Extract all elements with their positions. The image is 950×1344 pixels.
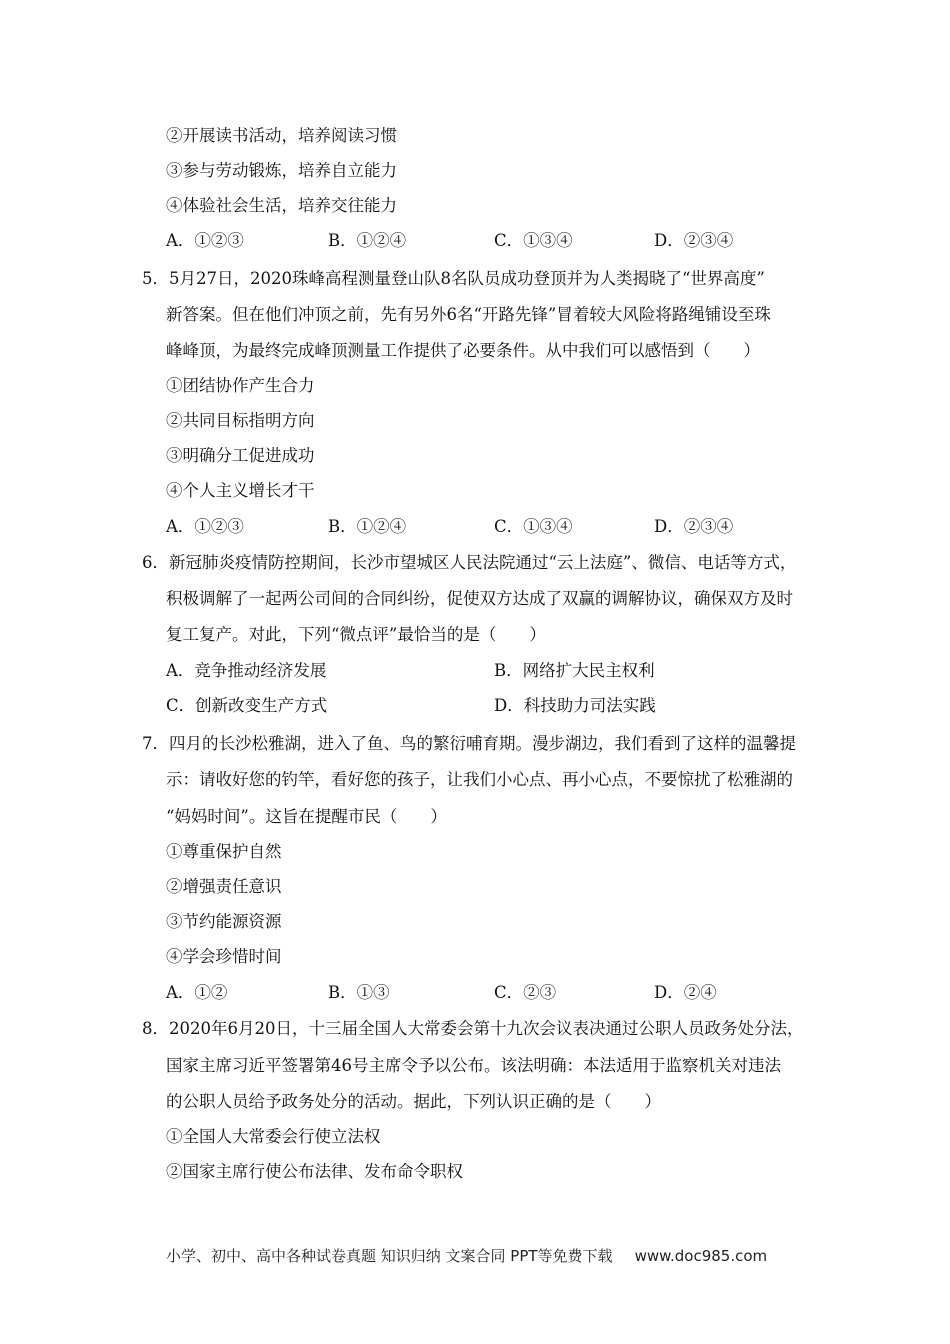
- q5-option-a: A．①②③: [166, 517, 244, 536]
- q4-option-c: C．①③④: [494, 231, 573, 250]
- q6-stem-line-1: 6．新冠肺炎疫情防控期间，长沙市望城区人民法院通过“云上法庭”、微信、电话等方式，: [142, 553, 797, 572]
- q7-option-c: C．②③: [494, 983, 557, 1002]
- q8-item-1: ①全国人大常委会行使立法权: [166, 1127, 381, 1146]
- q6-option-b: B．网络扩大民主权利: [494, 661, 655, 680]
- q7-option-d: D．②④: [654, 983, 717, 1002]
- q6-option-d: D．科技助力司法实践: [494, 696, 656, 715]
- q7-item-2: ②增强责任意识: [166, 877, 282, 896]
- footer-text: 小学、初中、高中各种试卷真题 知识归纳 文案合同 PPT等免费下载: [166, 1247, 613, 1265]
- q8-stem-line-2: 国家主席习近平签署第46号主席令予以公布。该法明确：本法适用于监察机关对违法: [166, 1056, 781, 1075]
- q7-option-b: B．①③: [328, 983, 390, 1002]
- q5-option-b: B．①②④: [328, 517, 407, 536]
- q7-item-4: ④学会珍惜时间: [166, 947, 282, 966]
- q5-stem-line-3: 峰峰顶，为最终完成峰顶测量工作提供了必要条件。从中我们可以感悟到（ ）: [166, 341, 760, 360]
- q4-option-a: A．①②③: [166, 231, 244, 250]
- q4-item-4: ④体验社会生活，培养交往能力: [166, 196, 397, 215]
- q5-item-1: ①团结协作产生合力: [166, 376, 315, 395]
- q8-stem-line-1: 8．2020年6月20日，十三届全国人大常委会第十九次会议表决通过公职人员政务处分法，: [142, 1019, 804, 1038]
- page-footer: [166, 1246, 767, 1266]
- q4-option-b: B．①②④: [328, 231, 407, 250]
- q5-item-4: ④个人主义增长才干: [166, 481, 315, 500]
- q5-option-c: C．①③④: [494, 517, 573, 536]
- q5-stem-line-2: 新答案。但在他们冲顶之前，先有另外6名“开路先锋”冒着较大风险将路绳铺设至珠: [166, 305, 771, 324]
- q6-stem-line-2: 积极调解了一起两公司间的合同纠纷，促使双方达成了双赢的调解协议，确保双方及时: [166, 589, 793, 608]
- q8-item-2: ②国家主席行使公布法律、发布命令职权: [166, 1162, 463, 1181]
- q4-item-3: ③参与劳动锻炼，培养自立能力: [166, 161, 397, 180]
- q7-stem-line-1: 7．四月的长沙松雅湖，进入了鱼、鸟的繁衍哺育期。漫步湖边，我们看到了这样的温馨提: [142, 734, 796, 753]
- q4-item-2: ②开展读书活动，培养阅读习惯: [166, 126, 397, 145]
- q7-item-1: ①尊重保护自然: [166, 842, 282, 861]
- q4-option-d: D．②③④: [654, 231, 734, 250]
- q6-option-a: A．竞争推动经济发展: [166, 661, 327, 680]
- q8-stem-line-3: 的公职人员给予政务处分的活动。据此，下列认识正确的是（ ）: [166, 1092, 661, 1111]
- q5-stem-line-1: 5．5月27日，2020珠峰高程测量登山队8名队员成功登顶并为人类揭晓了“世界高度”: [142, 269, 765, 288]
- q7-item-3: ③节约能源资源: [166, 912, 282, 931]
- q6-option-c: C．创新改变生产方式: [166, 696, 328, 715]
- q7-stem-line-2: 示：请收好您的钓竿，看好您的孩子，让我们小心点、再小心点，不要惊扰了松雅湖的: [166, 770, 793, 789]
- q5-option-d: D．②③④: [654, 517, 734, 536]
- q5-item-2: ②共同目标指明方向: [166, 411, 315, 430]
- q7-option-a: A．①②: [166, 983, 228, 1002]
- q5-item-3: ③明确分工促进成功: [166, 446, 315, 465]
- q6-stem-line-3: 复工复产。对此，下列“微点评”最恰当的是（ ）: [166, 625, 546, 644]
- footer-url[interactable]: www.doc985.com: [634, 1247, 768, 1265]
- q7-stem-line-3: “妈妈时间”。这旨在提醒市民（ ）: [166, 807, 447, 826]
